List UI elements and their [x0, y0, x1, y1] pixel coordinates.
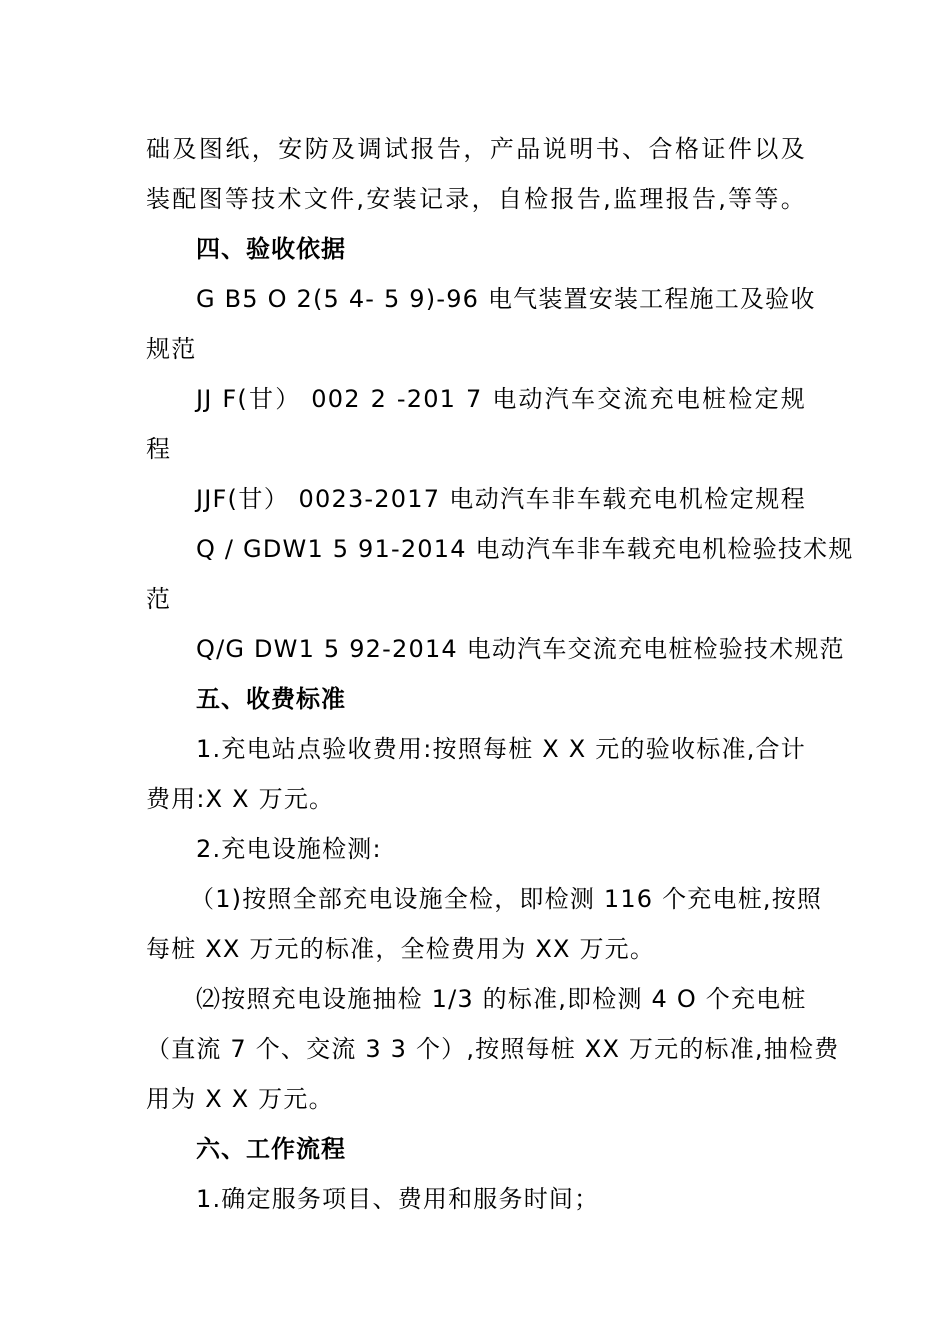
- body-line: （1)按照全部充电设施全检，即检测 116 个充电桩,按照: [190, 885, 823, 913]
- body-line: 础及图纸，安防及调试报告，产品说明书、合格证件以及: [146, 135, 806, 163]
- body-line: JJ F(甘） 002 2 -201 7 电动汽车交流充电桩检定规: [196, 385, 806, 413]
- body-line: 费用:X X 万元。: [146, 785, 335, 813]
- body-line: 每桩 XX 万元的标准，全检费用为 XX 万元。: [146, 935, 656, 963]
- body-line: （直流 7 个、交流 3 3 个）,按照每桩 XX 万元的标准,抽检费: [146, 1035, 840, 1063]
- body-line: 1.充电站点验收费用:按照每桩 X X 元的验收标准,合计: [196, 735, 806, 763]
- body-line: Q / GDW1 5 91-2014 电动汽车非车载充电机检验技术规: [196, 535, 854, 563]
- body-line: Q/G DW1 5 92-2014 电动汽车交流充电桩检验技术规范: [196, 635, 845, 663]
- body-line: 程: [146, 435, 172, 463]
- section-heading: 六、工作流程: [196, 1135, 346, 1163]
- section-heading: 四、验收依据: [196, 235, 346, 263]
- body-line: JJF(甘） 0023-2017 电动汽车非车载充电机检定规程: [196, 485, 806, 513]
- section-heading: 五、收费标准: [196, 685, 346, 713]
- body-line: 1.确定服务项目、费用和服务时间；: [196, 1185, 600, 1213]
- body-line: 2.充电设施检测:: [196, 835, 382, 863]
- body-line: 装配图等技术文件,安装记录，自检报告,监理报告,等等。: [146, 185, 806, 213]
- body-line: G B5 O 2(5 4- 5 9)-96 电气装置安装工程施工及验收: [196, 285, 816, 313]
- body-line: 范: [146, 585, 172, 613]
- body-line: 规范: [146, 335, 197, 363]
- body-line: 用为 X X 万元。: [146, 1085, 334, 1113]
- body-line: ⑵按照充电设施抽检 1/3 的标准,即检测 4 O 个充电桩: [196, 985, 807, 1013]
